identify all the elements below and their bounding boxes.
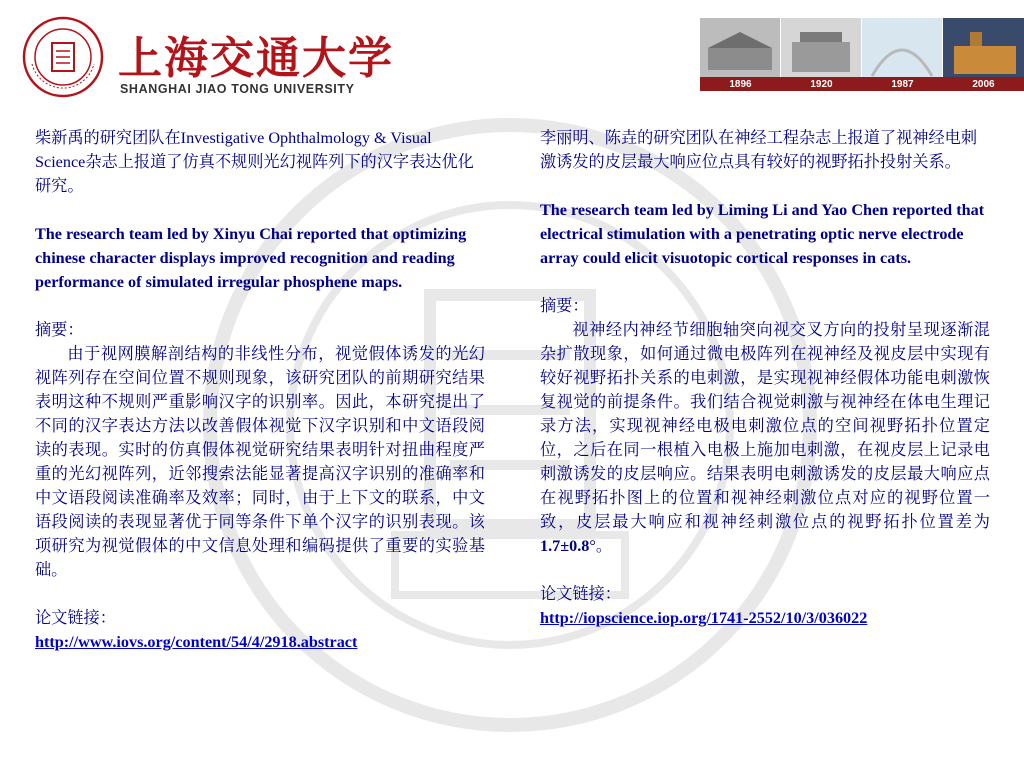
paper-link-label: 论文链接： [35, 609, 116, 627]
year-label: 1987 [891, 78, 914, 90]
paper-link[interactable]: http://www.iovs.org/content/54/4/2918.abstract [35, 633, 358, 651]
university-name-en: SHANGHAI JIAO TONG UNIVERSITY [120, 82, 355, 96]
abstract-value: 1.7±0.8 [540, 537, 590, 555]
year-label: 2006 [972, 78, 995, 90]
right-article [540, 126, 990, 630]
abstract-body: 视神经内神经节细胞轴突向视交叉方向的投射呈现逐渐混杂扩散现象，如何通过微电极阵列在视神经及视皮层中实现有较好视野拓扑关系的电刺激，是实现视神经假体功能电刺激恢复视觉的前提条件。我们结合视觉刺激与视神经在体电生理记录方法，实现视神经电极电刺激位点的空间视野拓扑位置定位，之后在同一根植入电极上施加电刺激，在视皮层上记录电刺激诱发的皮层响应。结果表明电刺激诱发的皮层最大响应点在视野拓扑图上的位置和视神经刺激位点对应的视野位置一致，皮层最大响应和视神经刺激位点的视野拓扑位置差为 [540, 321, 990, 531]
year-label: 1896 [729, 78, 752, 90]
abstract-text: 由于视网膜解剖结构的非线性分布，视觉假体诱发的光幻视阵列存在空间位置不规则现象，该研究团队的前期研究结果表明这种不规则严重影响汉字的识别率。因此，本研究提出了不同的汉字表达方法以改善假体视觉下汉字识别和中文语段阅读的表现。实时的仿真假体视觉研究结果表明针对扭曲程度严重的光幻视阵列，近邻搜索法能显著提高汉字识别的准确率和中文语段阅读准确率及效率；同时，由于上下文的联系，中文语段阅读的表现显著优于同等条件下单个汉字的识别表现。该项研究为视觉假体的中文信息处理和编码提供了重要的实验基础。 [35, 345, 485, 579]
page-header [0, 0, 1024, 100]
left-article [35, 126, 485, 654]
paper-link[interactable]: http://iopscience.iop.org/1741-2552/10/3/036022 [540, 609, 868, 627]
university-name-cn: 上海交通大学 [118, 33, 394, 84]
year-label: 1920 [810, 78, 833, 90]
article-title-en: The research team led by Xinyu Chai reported that optimizing chinese character displays improved recognition and reading performance of simulated irregular phosphene maps. [35, 225, 467, 291]
paper-link-label: 论文链接： [540, 585, 621, 603]
abstract-label: 摘要： [540, 297, 589, 315]
article-title-cn: 柴新禹的研究团队在Investigative Ophthalmology & Visual Science杂志上报道了仿真不规则光幻视阵列下的汉字表达优化研究。 [35, 129, 474, 195]
abstract-text [540, 318, 990, 558]
abstract-label: 摘要： [35, 321, 84, 339]
university-seal-icon [22, 16, 104, 98]
abstract-tail: °。 [589, 537, 613, 555]
article-title-cn: 李丽明、陈垚的研究团队在神经工程杂志上报道了视神经电刺激诱发的皮层最大响应位点具有较好的视野拓扑投射关系。 [540, 129, 978, 171]
year-bar [700, 77, 1024, 91]
article-title-en: The research team led by Liming Li and Yao Chen reported that electrical stimulation with a penetrating optic nerve electrode array could elicit visuotopic cortical responses in cats. [540, 201, 985, 267]
